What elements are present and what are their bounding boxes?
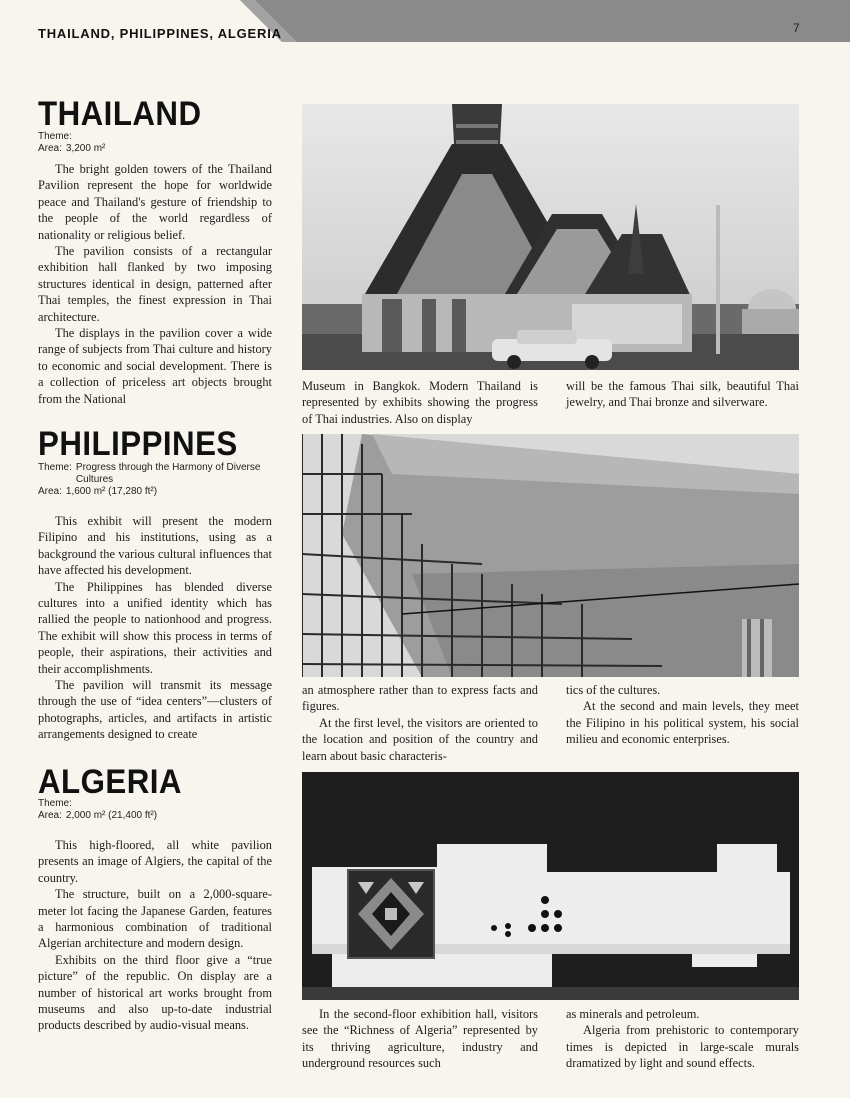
thailand-heading: THAILAND — [38, 95, 202, 133]
paragraph: The pavilion will transmit its message through the use of “idea centers”—clusters of photographs, articles, and artifacts in artistic arrangements designed to create — [38, 678, 272, 742]
theme-label: Theme: — [38, 798, 72, 809]
algeria-heading: ALGERIA — [38, 763, 182, 801]
philippines-body — [38, 513, 272, 743]
area-label: Area: — [38, 810, 62, 821]
paragraph: will be the famous Thai silk, beautiful Thai jewelry, and Thai bronze and silverware. — [566, 379, 799, 410]
philippines-heading: PHILIPPINES — [38, 425, 238, 463]
paragraph: This high-floored, all white pavilion presents an image of Algiers, the capital of the country. — [38, 838, 272, 885]
paragraph: an atmosphere rather than to express facts and figures. — [302, 683, 538, 714]
paragraph: At the second and main levels, they meet the Filipino in his political system, his social milieu and economic enterprises. — [566, 699, 799, 747]
theme-label: Theme: — [38, 131, 72, 142]
running-head: THAILAND, PHILIPPINES, ALGERIA — [38, 26, 282, 41]
theme-value: Progress through the Harmony of Diverse Cultures — [75, 462, 261, 485]
philippines-continuation-col2 — [302, 682, 538, 764]
paragraph: The displays in the pavilion cover a wide range of subjects from Thai culture and history to economic and social development. There is a collection of priceless art objects brought from the National — [38, 326, 272, 406]
paragraph: At the first level, the visitors are oriented to the location and position of the country and learn about basic characteris- — [302, 715, 538, 763]
thailand-meta — [38, 131, 268, 155]
thailand-continuation-col3 — [566, 378, 799, 411]
algeria-meta — [38, 798, 268, 822]
thailand-continuation-col2 — [302, 378, 538, 427]
paragraph: This exhibit will present the modern Filipino and his institutions, using as a background the various cultural influences that have affected his development. — [38, 514, 272, 578]
paragraph: The pavilion consists of a rectangular exhibition hall flanked by two imposing structures identical in design, patterned after Thai temples, the finest expression in Thai architecture. — [38, 244, 272, 324]
area-label: Area: — [38, 143, 62, 154]
philippines-meta — [38, 462, 268, 498]
area-value: 1,600 m² (17,280 ft²) — [65, 486, 158, 497]
page-number: 7 — [793, 21, 800, 35]
paragraph: Museum in Bangkok. Modern Thailand is represented by exhibits showing the progress of Thai industries. Also on display — [302, 379, 538, 426]
paragraph: The Philippines has blended diverse cultures into a unified identity which has rallied the people to nationhood and progress. The exhibit will show this process in terms of people, their aspirations, their activities and their accomplishments. — [38, 579, 272, 676]
area-value: 2,000 m² (21,400 ft²) — [65, 810, 158, 821]
area-value: 3,200 m² — [65, 143, 106, 154]
paragraph: tics of the cultures. — [566, 683, 661, 697]
philippines-pavilion-construction-photo — [302, 434, 799, 677]
theme-value — [76, 131, 268, 143]
paragraph: as minerals and petroleum. — [566, 1007, 700, 1021]
theme-value — [76, 798, 268, 810]
algeria-pavilion-photo — [302, 772, 799, 1000]
thailand-body — [38, 161, 272, 407]
area-label: Area: — [38, 486, 62, 497]
paragraph: The bright golden towers of the Thailand Pavilion represent the hope for worldwide peace and Thailand's gesture of friendship to the people of the world regardless of nationality or religious belief. — [38, 162, 272, 242]
algeria-body — [38, 837, 272, 1034]
paragraph: Algeria from prehistoric to contemporary times is depicted in large-scale murals dramatized by light and sound effects. — [566, 1023, 799, 1071]
philippines-continuation-col3 — [566, 682, 799, 748]
thailand-pavilion-photo — [302, 104, 799, 370]
theme-label: Theme: — [38, 462, 72, 473]
paragraph: In the second-floor exhibition hall, visitors see the “Richness of Algeria” represented by its thriving agriculture, industry and underground resources such — [302, 1007, 538, 1071]
algeria-continuation-col3 — [566, 1006, 799, 1072]
paragraph: The structure, built on a 2,000-square-meter lot facing the Japanese Garden, features a harmonious combination of traditional Algerian architecture and modern design. — [38, 887, 272, 951]
algeria-continuation-col2 — [302, 1006, 538, 1072]
paragraph: Exhibits on the third floor give a “true picture” of the republic. On display are a number of historical art works brought from museums and also up-to-date industrial products described by audio-visual means. — [38, 952, 272, 1033]
